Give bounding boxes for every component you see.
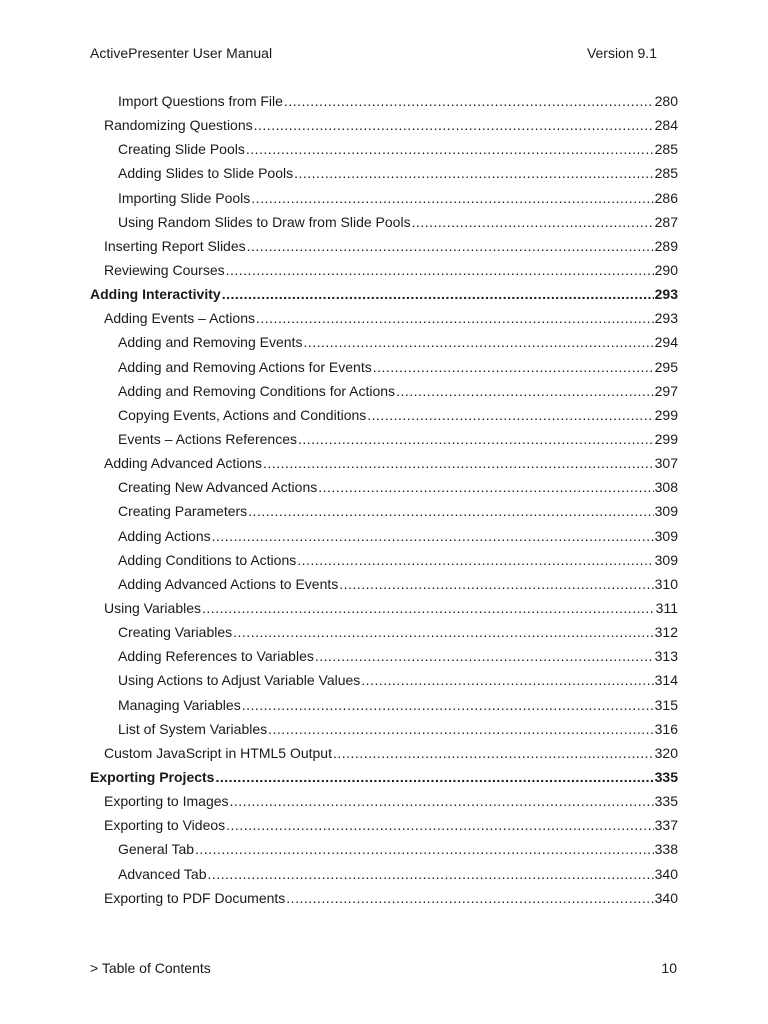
toc-entry-label: Creating Parameters — [118, 503, 248, 520]
toc-entry-label: Adding Advanced Actions to Events — [118, 575, 339, 592]
toc-entry-page: 308 — [654, 479, 678, 496]
toc-dot-leader — [339, 576, 653, 592]
toc-entry[interactable] — [90, 161, 678, 185]
toc-entry-label: Adding Interactivity — [90, 286, 221, 303]
toc-dot-leader — [412, 214, 654, 230]
toc-entry[interactable] — [90, 644, 678, 668]
toc-entry-label: Adding Slides to Slide Pools — [118, 165, 294, 182]
toc-dot-leader — [333, 745, 654, 761]
toc-dot-leader — [195, 841, 654, 857]
toc-entry-label: Exporting to PDF Documents — [104, 889, 286, 906]
toc-entry-label: Advanced Tab — [118, 865, 207, 882]
toc-entry-label: Import Questions from File — [118, 93, 283, 110]
toc-entry[interactable] — [90, 741, 678, 765]
footer-section-link[interactable]: > Table of Contents — [90, 960, 211, 976]
toc-entry[interactable] — [90, 475, 678, 499]
toc-entry-page: 299 — [654, 406, 678, 423]
toc-entry[interactable] — [90, 137, 678, 161]
toc-entry-page: 307 — [654, 455, 678, 472]
toc-entry-page: 310 — [654, 575, 678, 592]
toc-entry-label: Adding References to Variables — [118, 648, 314, 665]
toc-entry-label: Exporting to Videos — [104, 817, 226, 834]
toc-entry[interactable] — [90, 89, 678, 113]
toc-entry[interactable] — [90, 186, 678, 210]
toc-entry[interactable] — [90, 572, 678, 596]
toc-entry-page: 280 — [654, 93, 678, 110]
toc-entry-page: 293 — [654, 310, 678, 327]
toc-entry[interactable] — [90, 813, 678, 837]
toc-entry-page: 316 — [654, 720, 678, 737]
toc-entry-label: Using Actions to Adjust Variable Values — [118, 672, 361, 689]
toc-entry-label: Adding and Removing Actions for Events — [118, 358, 372, 375]
toc-entry-page: 337 — [654, 817, 678, 834]
toc-entry-page: 335 — [654, 769, 678, 785]
toc-dot-leader — [318, 479, 653, 495]
toc-dot-leader — [315, 648, 654, 664]
toc-entry[interactable] — [90, 668, 678, 692]
toc-dot-leader — [294, 165, 654, 181]
toc-dot-leader — [202, 600, 655, 616]
toc-entry-label: Creating Variables — [118, 624, 233, 641]
toc-dot-leader — [215, 769, 653, 785]
toc-entry[interactable] — [90, 355, 678, 379]
toc-entry-label: Randomizing Questions — [104, 117, 253, 134]
toc-entry[interactable] — [90, 524, 678, 548]
toc-entry[interactable] — [90, 765, 678, 789]
toc-entry[interactable] — [90, 693, 678, 717]
toc-dot-leader — [256, 310, 654, 326]
toc-entry[interactable] — [90, 282, 678, 306]
toc-entry-page: 285 — [654, 165, 678, 182]
toc-dot-leader — [367, 407, 653, 423]
toc-dot-leader — [251, 190, 653, 206]
toc-dot-leader — [297, 552, 653, 568]
toc-entry-label: Creating New Advanced Actions — [118, 479, 318, 496]
toc-entry[interactable] — [90, 837, 678, 861]
toc-entry[interactable] — [90, 427, 678, 451]
toc-entry[interactable] — [90, 499, 678, 523]
toc-entry[interactable] — [90, 548, 678, 572]
toc-dot-leader — [268, 721, 654, 737]
toc-entry-page: 297 — [654, 382, 678, 399]
toc-entry-page: 340 — [654, 889, 678, 906]
toc-entry-page: 286 — [654, 189, 678, 206]
toc-entry-label: Adding Actions — [118, 527, 211, 544]
toc-entry[interactable] — [90, 210, 678, 234]
toc-entry-label: Exporting Projects — [90, 769, 215, 785]
toc-entry-label: Managing Variables — [118, 696, 241, 713]
toc-entry-page: 314 — [654, 672, 678, 689]
toc-entry-label: General Tab — [118, 841, 195, 858]
toc-entry-label: Adding Events – Actions — [104, 310, 255, 327]
toc-entry-page: 338 — [654, 841, 678, 858]
toc-entry[interactable] — [90, 620, 678, 644]
toc-entry-page: 309 — [654, 527, 678, 544]
toc-entry-label: Using Random Slides to Draw from Slide Pools — [118, 213, 411, 230]
toc-dot-leader — [226, 262, 654, 278]
toc-dot-leader — [298, 431, 654, 447]
toc-dot-leader — [242, 697, 654, 713]
toc-entry-page: 335 — [654, 793, 678, 810]
toc-dot-leader — [222, 286, 654, 302]
toc-entry-page: 309 — [654, 503, 678, 520]
toc-dot-leader — [284, 93, 654, 109]
toc-entry-label: Reviewing Courses — [104, 262, 225, 279]
toc-dot-leader — [361, 672, 653, 688]
toc-entry-page: 284 — [654, 117, 678, 134]
toc-entry-page: 320 — [654, 744, 678, 761]
toc-entry-label: Inserting Report Slides — [104, 237, 246, 254]
toc-entry-page: 289 — [654, 237, 678, 254]
toc-entry-page: 313 — [654, 648, 678, 665]
toc-entry-label: Importing Slide Pools — [118, 189, 251, 206]
toc-entry[interactable] — [90, 862, 678, 886]
toc-entry-label: Custom JavaScript in HTML5 Output — [104, 744, 332, 761]
toc-entry-label: Using Variables — [104, 600, 202, 617]
toc-dot-leader — [373, 359, 654, 375]
toc-entry-page: 299 — [654, 431, 678, 448]
toc-entry-page: 312 — [654, 624, 678, 641]
toc-entry[interactable] — [90, 789, 678, 813]
toc-entry[interactable] — [90, 451, 678, 475]
page-header — [90, 45, 677, 65]
toc-entry[interactable] — [90, 717, 678, 741]
toc-entry[interactable] — [90, 886, 678, 910]
toc-entry-page: 311 — [655, 600, 678, 617]
toc-entry-label: Adding and Removing Conditions for Actions — [118, 382, 396, 399]
toc-dot-leader — [263, 455, 654, 471]
toc-entry-label: Exporting to Images — [104, 793, 229, 810]
toc-entry-page: 340 — [654, 865, 678, 882]
toc-entry-page: 293 — [654, 286, 678, 303]
toc-dot-leader — [396, 383, 654, 399]
toc-entry[interactable] — [90, 403, 678, 427]
toc-entry-page: 285 — [654, 141, 678, 158]
toc-entry-label: List of System Variables — [118, 720, 268, 737]
toc-dot-leader — [303, 334, 653, 350]
version-label: Version 9.1 — [586, 45, 657, 61]
toc-dot-leader — [286, 890, 653, 906]
toc-entry-page: 287 — [654, 213, 678, 230]
toc-entry-page: 290 — [654, 262, 678, 279]
toc-dot-leader — [207, 866, 653, 882]
toc-entry-label: Adding Conditions to Actions — [118, 551, 297, 568]
toc-entry-page: 309 — [654, 551, 678, 568]
toc-entry[interactable] — [90, 330, 678, 354]
toc-dot-leader — [246, 141, 654, 157]
toc-entry[interactable] — [90, 258, 678, 282]
toc-dot-leader — [230, 793, 654, 809]
table-of-contents — [90, 89, 678, 910]
toc-entry-page: 295 — [654, 358, 678, 375]
toc-dot-leader — [226, 817, 653, 833]
toc-entry-page: 294 — [654, 334, 678, 351]
toc-dot-leader — [233, 624, 654, 640]
toc-entry[interactable] — [90, 234, 678, 258]
manual-title: ActivePresenter User Manual — [90, 45, 273, 61]
page-footer — [90, 960, 677, 980]
toc-dot-leader — [248, 503, 653, 519]
toc-entry[interactable] — [90, 113, 678, 137]
toc-dot-leader — [247, 238, 654, 254]
toc-entry[interactable] — [90, 596, 678, 620]
toc-entry-page: 315 — [654, 696, 678, 713]
toc-entry-label: Adding Advanced Actions — [104, 455, 263, 472]
toc-dot-leader — [254, 117, 654, 133]
toc-entry[interactable] — [90, 306, 678, 330]
toc-entry-label: Adding and Removing Events — [118, 334, 303, 351]
toc-entry-label: Creating Slide Pools — [118, 141, 245, 158]
toc-entry-label: Copying Events, Actions and Conditions — [118, 406, 367, 423]
toc-dot-leader — [212, 528, 654, 544]
page-number: 10 — [661, 960, 677, 976]
toc-entry-label: Events – Actions References — [118, 431, 297, 448]
toc-entry[interactable] — [90, 379, 678, 403]
